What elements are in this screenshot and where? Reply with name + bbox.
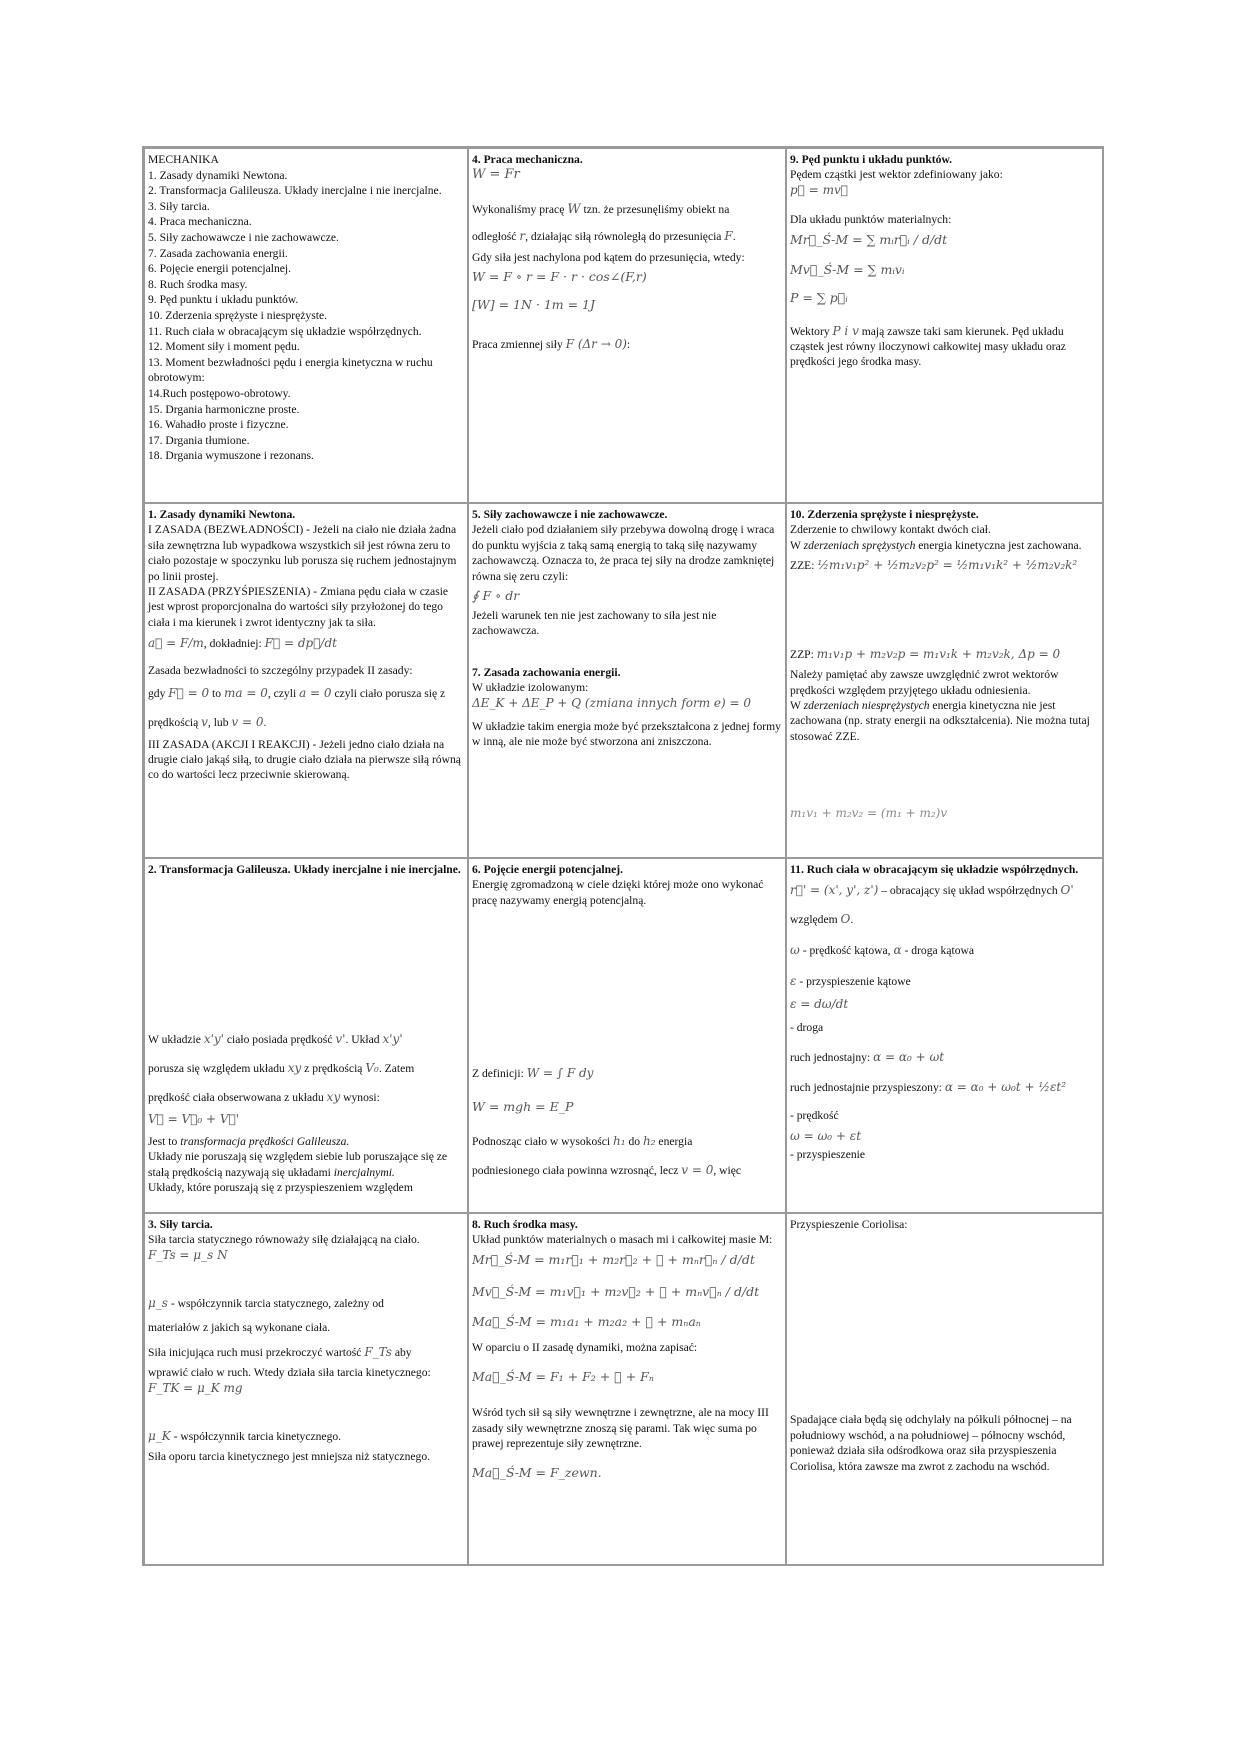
text-block: wprawić ciało w ruch. Wtedy działa siła tarcia kinetycznego: [148, 1366, 431, 1380]
text-block: W układzie takim energia może być przekształcona z jednej formy w inną, ale nie może być stworzona ani zniszczona. [472, 720, 781, 749]
formula: ω = ω₀ + εt [790, 1128, 862, 1143]
section-11-cell [786, 858, 1104, 1213]
section-9-cell [786, 148, 1104, 503]
toc-item: 6. Pojęcie energii potencjalnej. [148, 262, 292, 276]
text-block: III ZASADA (AKCJI I REAKCJI) - Jeżeli jedno ciało działa na drugie ciało jakąś siłą, to drugie ciało działa na pierwsze siłą równą co do wartości lecz przeciwnie skierowaną. [148, 737, 461, 782]
formula: Mr⃗_Ś-M = m₁r⃗₁ + m₂r⃗₂ + ⋯ + mₙr⃗ₙ / d/dt [472, 1251, 755, 1267]
text-line: prędkość ciała obserwowana z układu xy wynosi: [148, 1090, 380, 1105]
section-9-title: 9. Pęd punktu i układu punktów. [790, 153, 953, 166]
section-10-cell [786, 503, 1104, 858]
section-4-title: 4. Praca mechaniczna. [472, 153, 583, 166]
formula: F_TK = μ_K mg [148, 1380, 243, 1395]
text-block: Jeżeli warunek ten nie jest zachowany to siła jest nie zachowawcza. [472, 609, 717, 638]
section-2-cell [144, 858, 468, 1213]
text-line: W zderzeniach sprężystych energia kinetyczna jest zachowana. [790, 538, 1082, 552]
toc-item: 5. Siły zachowawcze i nie zachowawcze. [148, 230, 339, 244]
formula: p⃗ = mv⃗ [790, 182, 848, 197]
text-line: Z definicji: W = ∫ F dy [472, 1066, 594, 1081]
text-block: Wśród tych sił są siły wewnętrzne i zewnętrzne, ale na mocy III zasady siły wewnętrzne znoszą się parami. Tak więc suma po prawej reprezentuje siły zewnętrzne. [472, 1406, 769, 1451]
toc-cell [144, 148, 468, 503]
section-5-7-cell [468, 503, 786, 858]
toc-list [148, 168, 464, 464]
text-line: - prędkość [790, 1108, 839, 1122]
toc-item: 2. Transformacja Galileusza. Układy inercjalne i nie inercjalne. [148, 184, 442, 198]
text-line: Siła tarcia statycznego równoważy siłę działającą na ciało. [148, 1233, 420, 1247]
text-line: prędkością v, lub v = 0. [148, 714, 267, 729]
section-coriolis-cell [786, 1213, 1104, 1566]
text-block: Układ punktów materialnych o masach mi i całkowitej masie M: [472, 1233, 773, 1247]
formula: [W] = 1N · 1m = 1J [472, 297, 596, 313]
text-block: Spadające ciała będą się odchylały na półkuli północnej – na południowy wschód, a na południowej – północny wschód, ponieważ działa siła odśrodkowa oraz siła przyspieszenia Coriolisa, która zawsze ma zwrot z zachodu na wschód. [790, 1413, 1072, 1473]
formula: m₁v₁ + m₂v₂ = (m₁ + m₂)v [790, 806, 948, 821]
text-line: ω - prędkość kątowa, α - droga kątowa [790, 943, 975, 958]
text-line: W oparciu o II zasadę dynamiki, można zapisać: [472, 1340, 698, 1354]
text-line: materiałów z jakich są wykonane ciała. [148, 1321, 331, 1335]
text-line: Podnosząc ciało w wysokości h₁ do h₂ energia [472, 1134, 693, 1149]
text-block: II ZASADA (PRZYŚPIESZENIA) - Zmiana pędu ciała w czasie jest wprost proporcjonalna do wartości siły przyłożonej do tego ciała i ma kierunek i zwrot identyczny jak ta siła. [148, 585, 449, 629]
section-8-cell [468, 1213, 786, 1566]
toc-title: MECHANIKA [148, 153, 219, 166]
text-line: r⃗' = (x', y', z') – obracający się układ współrzędnych O' [790, 883, 1074, 898]
section-3-title: 3. Siły tarcia. [148, 1218, 213, 1231]
text-block: I ZASADA (BEZWŁADNOŚCI) - Jeżeli na ciało nie działa żadna siła zewnętrzna lub wypadkowa wszystkich sił jest równa zeru to ciało pozostaje w spoczynku lub porusza się ruchem jednostajnym po linii prostej. [148, 523, 457, 583]
section-8-title: 8. Ruch środka masy. [472, 1218, 578, 1231]
text-line: μ_s - współczynnik tarcia statycznego, zależny od [148, 1296, 384, 1311]
text-line: Zderzenie to chwilowy kontakt dwóch ciał. [790, 523, 991, 537]
text-line: ZZP: m₁v₁p + m₂v₂p = m₁v₁k + m₂v₂k, Δp = 0 [790, 647, 1061, 662]
text-line: ε - przyspieszenie kątowe [790, 974, 911, 989]
text-line: odległość r, działając siłą równoległą do przesunięcia F. [472, 228, 736, 243]
formula: ∮ F ∘ dr [472, 588, 520, 604]
section-1-title: 1. Zasady dynamiki Newtona. [148, 508, 296, 521]
section-5-title: 5. Siły zachowawcze i nie zachowawcze. [472, 508, 668, 521]
text-line: Pędem cząstki jest wektor zdefiniowany jako: [790, 168, 1003, 182]
text-line: gdy F⃗ = 0 to ma = 0, czyli a = 0 czyli ciało porusza się z [148, 685, 446, 700]
notes-table [142, 146, 1104, 1566]
toc-item: 18. Drgania wymuszone i rezonans. [148, 449, 314, 463]
formula: V⃗ = V⃗₀ + V⃗' [148, 1112, 240, 1127]
toc-item: 1. Zasady dynamiki Newtona. [148, 168, 288, 182]
formula: Mr⃗_Ś-M = ∑ mᵢr⃗ᵢ / d/dt [790, 231, 948, 247]
text-block: Jeżeli ciało pod działaniem siły przebywa dowolną drogę i wraca do punktu wyjścia z taką samą energią to taką siłę nazywamy zachowawczą. Oznacza to, że praca tej siły na drodze zamkniętej równa się zeru czyli: [472, 523, 775, 583]
text-line: - przyspieszenie [790, 1148, 866, 1162]
text-line: - droga [790, 1020, 824, 1034]
section-4-cell [468, 148, 786, 503]
text-line: Praca zmiennej siły F (Δr → 0): [472, 337, 631, 352]
toc-item: 14.Ruch postępowo-obrotowy. [148, 386, 291, 400]
section-11-title: 11. Ruch ciała w obracającym się układzie współrzędnych. [790, 863, 1079, 876]
formula: ε = dω/dt [790, 997, 849, 1012]
formula: W = Fr [472, 167, 520, 183]
text-line: Wykonaliśmy pracę W tzn. że przesunęliśmy obiekt na [472, 201, 730, 217]
formula: Mv⃗_Ś-M = ∑ mᵢvᵢ [790, 261, 905, 277]
formula: Ma⃗_Ś-M = F_zewn. [472, 1465, 602, 1481]
section-7-title: 7. Zasada zachowania energii. [472, 665, 621, 679]
formula: P = ∑ p⃗ᵢ [790, 289, 848, 305]
text-block: W zderzeniach niesprężystych energia kinetyczna nie jest zachowana (np. straty energii na odkształcenia). Nie można tutaj stosować ZZE. [790, 699, 1090, 743]
toc-item: 9. Pęd punktu i układu punktów. [148, 293, 299, 307]
text-line: W układzie izolowanym: [472, 681, 589, 695]
formula: ΔE_K + ΔE_P + Q (zmiana innych form e) = 0 [472, 695, 752, 710]
section-coriolis-title: Przyspieszenie Coriolisa: [790, 1218, 908, 1231]
text-line: Zasada bezwładności to szczególny przypadek II zasady: [148, 664, 413, 678]
formula: W = F ∘ r = F · r · cos∠(F,r) [472, 269, 647, 285]
toc-item: 10. Zderzenia sprężyste i niesprężyste. [148, 308, 327, 322]
formula: Mv⃗_Ś-M = m₁v⃗₁ + m₂v⃗₂ + ⋯ + mₙv⃗ₙ / d/dt [472, 1283, 760, 1299]
text-line: porusza się względem układu xy z prędkością V₀. Zatem [148, 1061, 415, 1076]
toc-item: 12. Moment siły i moment pędu. [148, 340, 300, 354]
formula: Ma⃗_Ś-M = m₁a₁ + m₂a₂ + ⋯ + mₙaₙ [472, 1313, 701, 1329]
section-1-cell [144, 503, 468, 858]
text-line: Dla układu punktów materialnych: [790, 213, 952, 227]
text-block: Energię zgromadzoną w ciele dzięki której może ono wykonać pracę nazywamy energią potencjalną. [472, 878, 764, 907]
toc-item: 7. Zasada zachowania energii. [148, 246, 288, 260]
text-block: Siła oporu tarcia kinetycznego jest mniejsza niż statycznego. [148, 1450, 431, 1464]
formula: Ma⃗_Ś-M = F₁ + F₂ + ⋯ + Fₙ [472, 1369, 654, 1385]
toc-item: 3. Siły tarcia. [148, 199, 210, 213]
toc-item: 4. Praca mechaniczna. [148, 215, 252, 229]
text-line: μ_K - współczynnik tarcia kinetycznego. [148, 1429, 342, 1444]
text-line: a⃗ = F/m, dokładniej: F⃗ = dp⃗/dt [148, 636, 337, 651]
section-2-title: 2. Transformacja Galileusza. Układy inercjalne i nie inercjalne. [148, 863, 461, 876]
text-line: ruch jednostajnie przyspieszony: α = α₀ + ω₀t + ½εt² [790, 1079, 1067, 1094]
formula: W = mgh = E_P [472, 1099, 574, 1115]
section-6-title: 6. Pojęcie energii potencjalnej. [472, 863, 623, 876]
toc-item: 17. Drgania tłumione. [148, 433, 250, 447]
text-line: ZZE: ½m₁v₁p² + ½m₂v₂p² = ½m₁v₁k² + ½m₂v₂k² [790, 558, 1078, 573]
toc-item: 15. Drgania harmoniczne proste. [148, 402, 300, 416]
section-6-cell [468, 858, 786, 1213]
text-line: Gdy siła jest nachylona pod kątem do przesunięcia, wtedy: [472, 250, 745, 264]
text-block: Należy pamiętać aby zawsze uwzględnić zwrot wektorów prędkości względem przyjętego układu odniesienia. [790, 668, 1059, 697]
text-block: Układy nie poruszają się względem siebie lub poruszające się ze stałą prędkością nazywają się układami inercjalnymi. [148, 1150, 448, 1179]
toc-item: 16. Wahadło proste i fizyczne. [148, 418, 289, 432]
text-line: względem O. [790, 912, 854, 927]
text-line: Siła inicjująca ruch musi przekroczyć wartość F_Ts aby [148, 1345, 412, 1360]
text-line: Układy, które poruszają się z przyspieszeniem względem [148, 1181, 413, 1195]
text-line: ruch jednostajny: α = α₀ + ωt [790, 1049, 945, 1064]
text-line: Jest to transformacja prędkości Galileusza. [148, 1134, 350, 1148]
text-line: W układzie x'y' ciało posiada prędkość v'. Układ x'y' [148, 1032, 403, 1047]
section-10-title: 10. Zderzenia sprężyste i niesprężyste. [790, 508, 979, 521]
section-3-cell [144, 1213, 468, 1566]
text-line: Wektory P i v mają zawsze taki sam kierunek. Pęd układu cząstek jest równy iloczynowi całkowitej masy układu oraz prędkości jego środka masy. [790, 323, 1066, 369]
text-line: podniesionego ciała powinna wzrosnąć, lecz v = 0, więc [472, 1163, 742, 1178]
toc-item: 11. Ruch ciała w obracającym się układzie współrzędnych. [148, 324, 422, 338]
toc-item: 8. Ruch środka masy. [148, 277, 248, 291]
formula: F_Ts = μ_s N [148, 1247, 228, 1262]
toc-item: 13. Moment bezwładności pędu i energia kinetyczna w ruchu obrotowym: [148, 355, 433, 385]
